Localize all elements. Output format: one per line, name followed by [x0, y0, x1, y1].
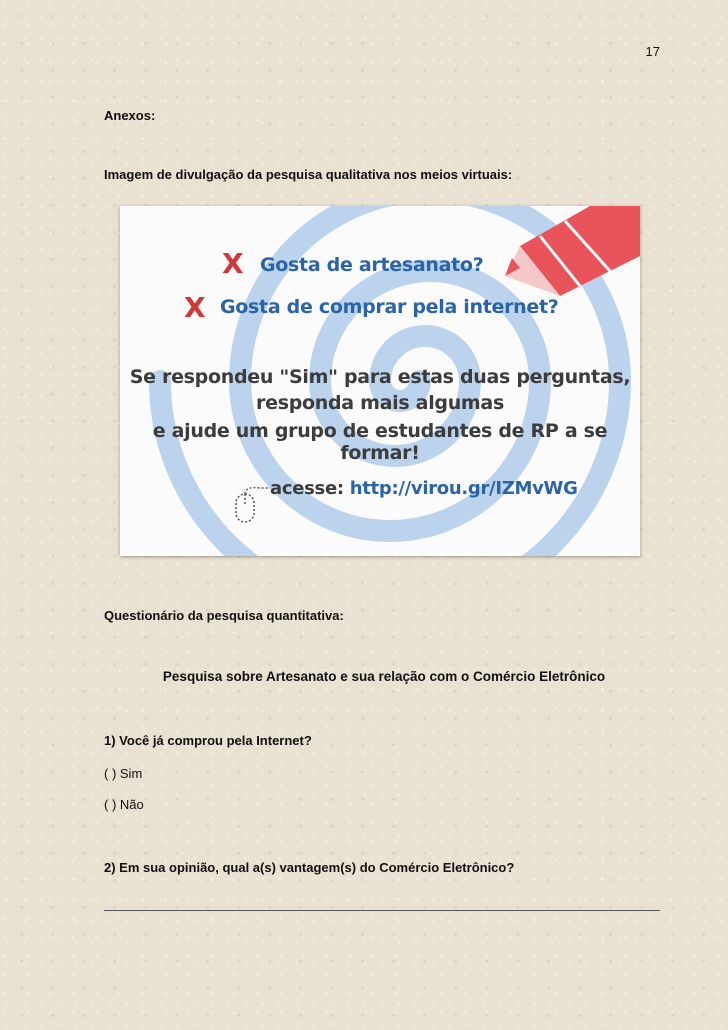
check-mark-icon-1: X [222, 247, 244, 280]
question-2-text: 2) Em sua opinião, qual a(s) vantagem(s) do Comércio Eletrônico? [104, 860, 515, 875]
question-1-text: 1) Você já comprou pela Internet? [104, 733, 312, 748]
page-number: 17 [645, 44, 660, 59]
image-caption: Imagem de divulgação da pesquisa qualitativa nos meios virtuais: [104, 167, 513, 182]
banner-question-2: Gosta de comprar pela internet? [220, 296, 559, 318]
banner-message-line-3: e ajude um grupo de estudantes de RP a se formar! [152, 420, 608, 464]
banner-access-url: http://virou.gr/IZMvWG [349, 478, 578, 499]
banner-access-line [270, 478, 578, 499]
mouse-icon [236, 488, 270, 522]
banner-access-label: acesse: [270, 478, 344, 499]
check-mark-icon-2: X [184, 291, 206, 324]
questionnaire-heading: Questionário da pesquisa quantitativa: [104, 608, 344, 623]
answer-line [104, 910, 660, 911]
survey-title: Pesquisa sobre Artesanato e sua relação com o Comércio Eletrônico [162, 669, 606, 684]
question-1-option-sim: ( ) Sim [104, 766, 143, 781]
annexes-heading: Anexos: [104, 108, 156, 123]
banner-message-line-2: responda mais algumas [256, 392, 504, 414]
banner-question-1: Gosta de artesanato? [260, 254, 484, 276]
question-1-option-nao: ( ) Não [104, 797, 144, 812]
banner-message-line-1: Se respondeu "Sim" para estas duas perguntas, [129, 366, 631, 388]
survey-banner-image [120, 206, 640, 556]
